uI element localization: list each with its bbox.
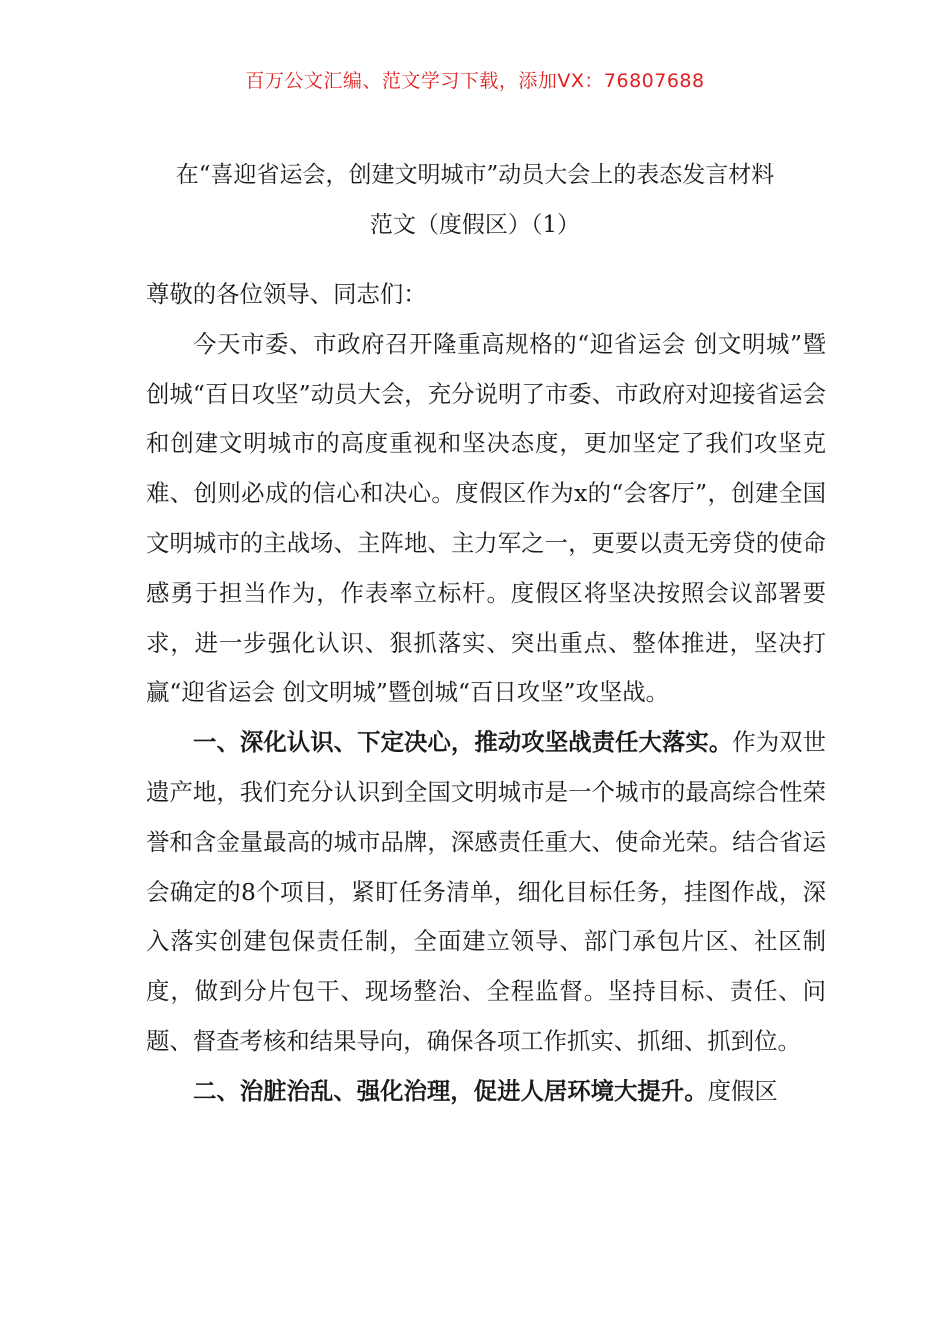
paragraph-intro [146, 320, 826, 718]
section-2-heading: 二、治脏治乱、强化治理，促进人居环境大提升。 [193, 1076, 708, 1105]
paragraph-intro-text: 今天市委、市政府召开隆重高规格的“迎省运会 创文明城”暨创城“百日攻坚”动员大会，充分说明了市委、市政府对迎接省运会和创建文明城市的高度重视和坚决态度，更加坚定了我们攻坚克难、创则必成的信心和决心。度假区作为x的“会客厅”，创建全国文明城市的主战场、主阵地、主力军之一，更要以责无旁贷的使命感勇于担当作为，作表率立标杆。度假区将坚决按照会议部署要求，进一步强化认识、狠抓落实、突出重点、整体推进，坚决打赢“迎省运会 创文明城”暨创城“百日攻坚”攻坚战。 [146, 329, 826, 707]
section-1-heading: 一、深化认识、下定决心，推动攻坚战责任大落实。 [193, 728, 733, 757]
section-2-text: 度假区 [707, 1076, 778, 1105]
paragraph-section-1 [146, 718, 826, 1067]
salutation: 尊敬的各位领导、同志们： [146, 280, 427, 308]
paragraph-section-2 [146, 1067, 826, 1117]
document-body [146, 270, 826, 1117]
section-1-text: 作为双世遗产地，我们充分认识到全国文明城市是一个城市的最高综合性荣誉和含金量最高的城市品牌，深感责任重大、使命光荣。结合省运会确定的8个项目，紧盯任务清单，细化目标任务，挂图作战，深入落实创建包保责任制，全面建立领导、部门承包片区、社区制度，做到分片包干、现场整治、全程监督。坚持目标、责任、问题、督查考核和结果导向，确保各项工作抓实、抓细、抓到位。 [146, 728, 827, 1055]
document-title-line-2: 范文（度假区）（1） [369, 212, 581, 238]
watermark-banner: 百万公文汇编、范文学习下载，添加VX：76807688 [245, 70, 705, 92]
document-title-line-1: 在“喜迎省运会，创建文明城市”动员大会上的表态发言材料 [175, 162, 775, 188]
